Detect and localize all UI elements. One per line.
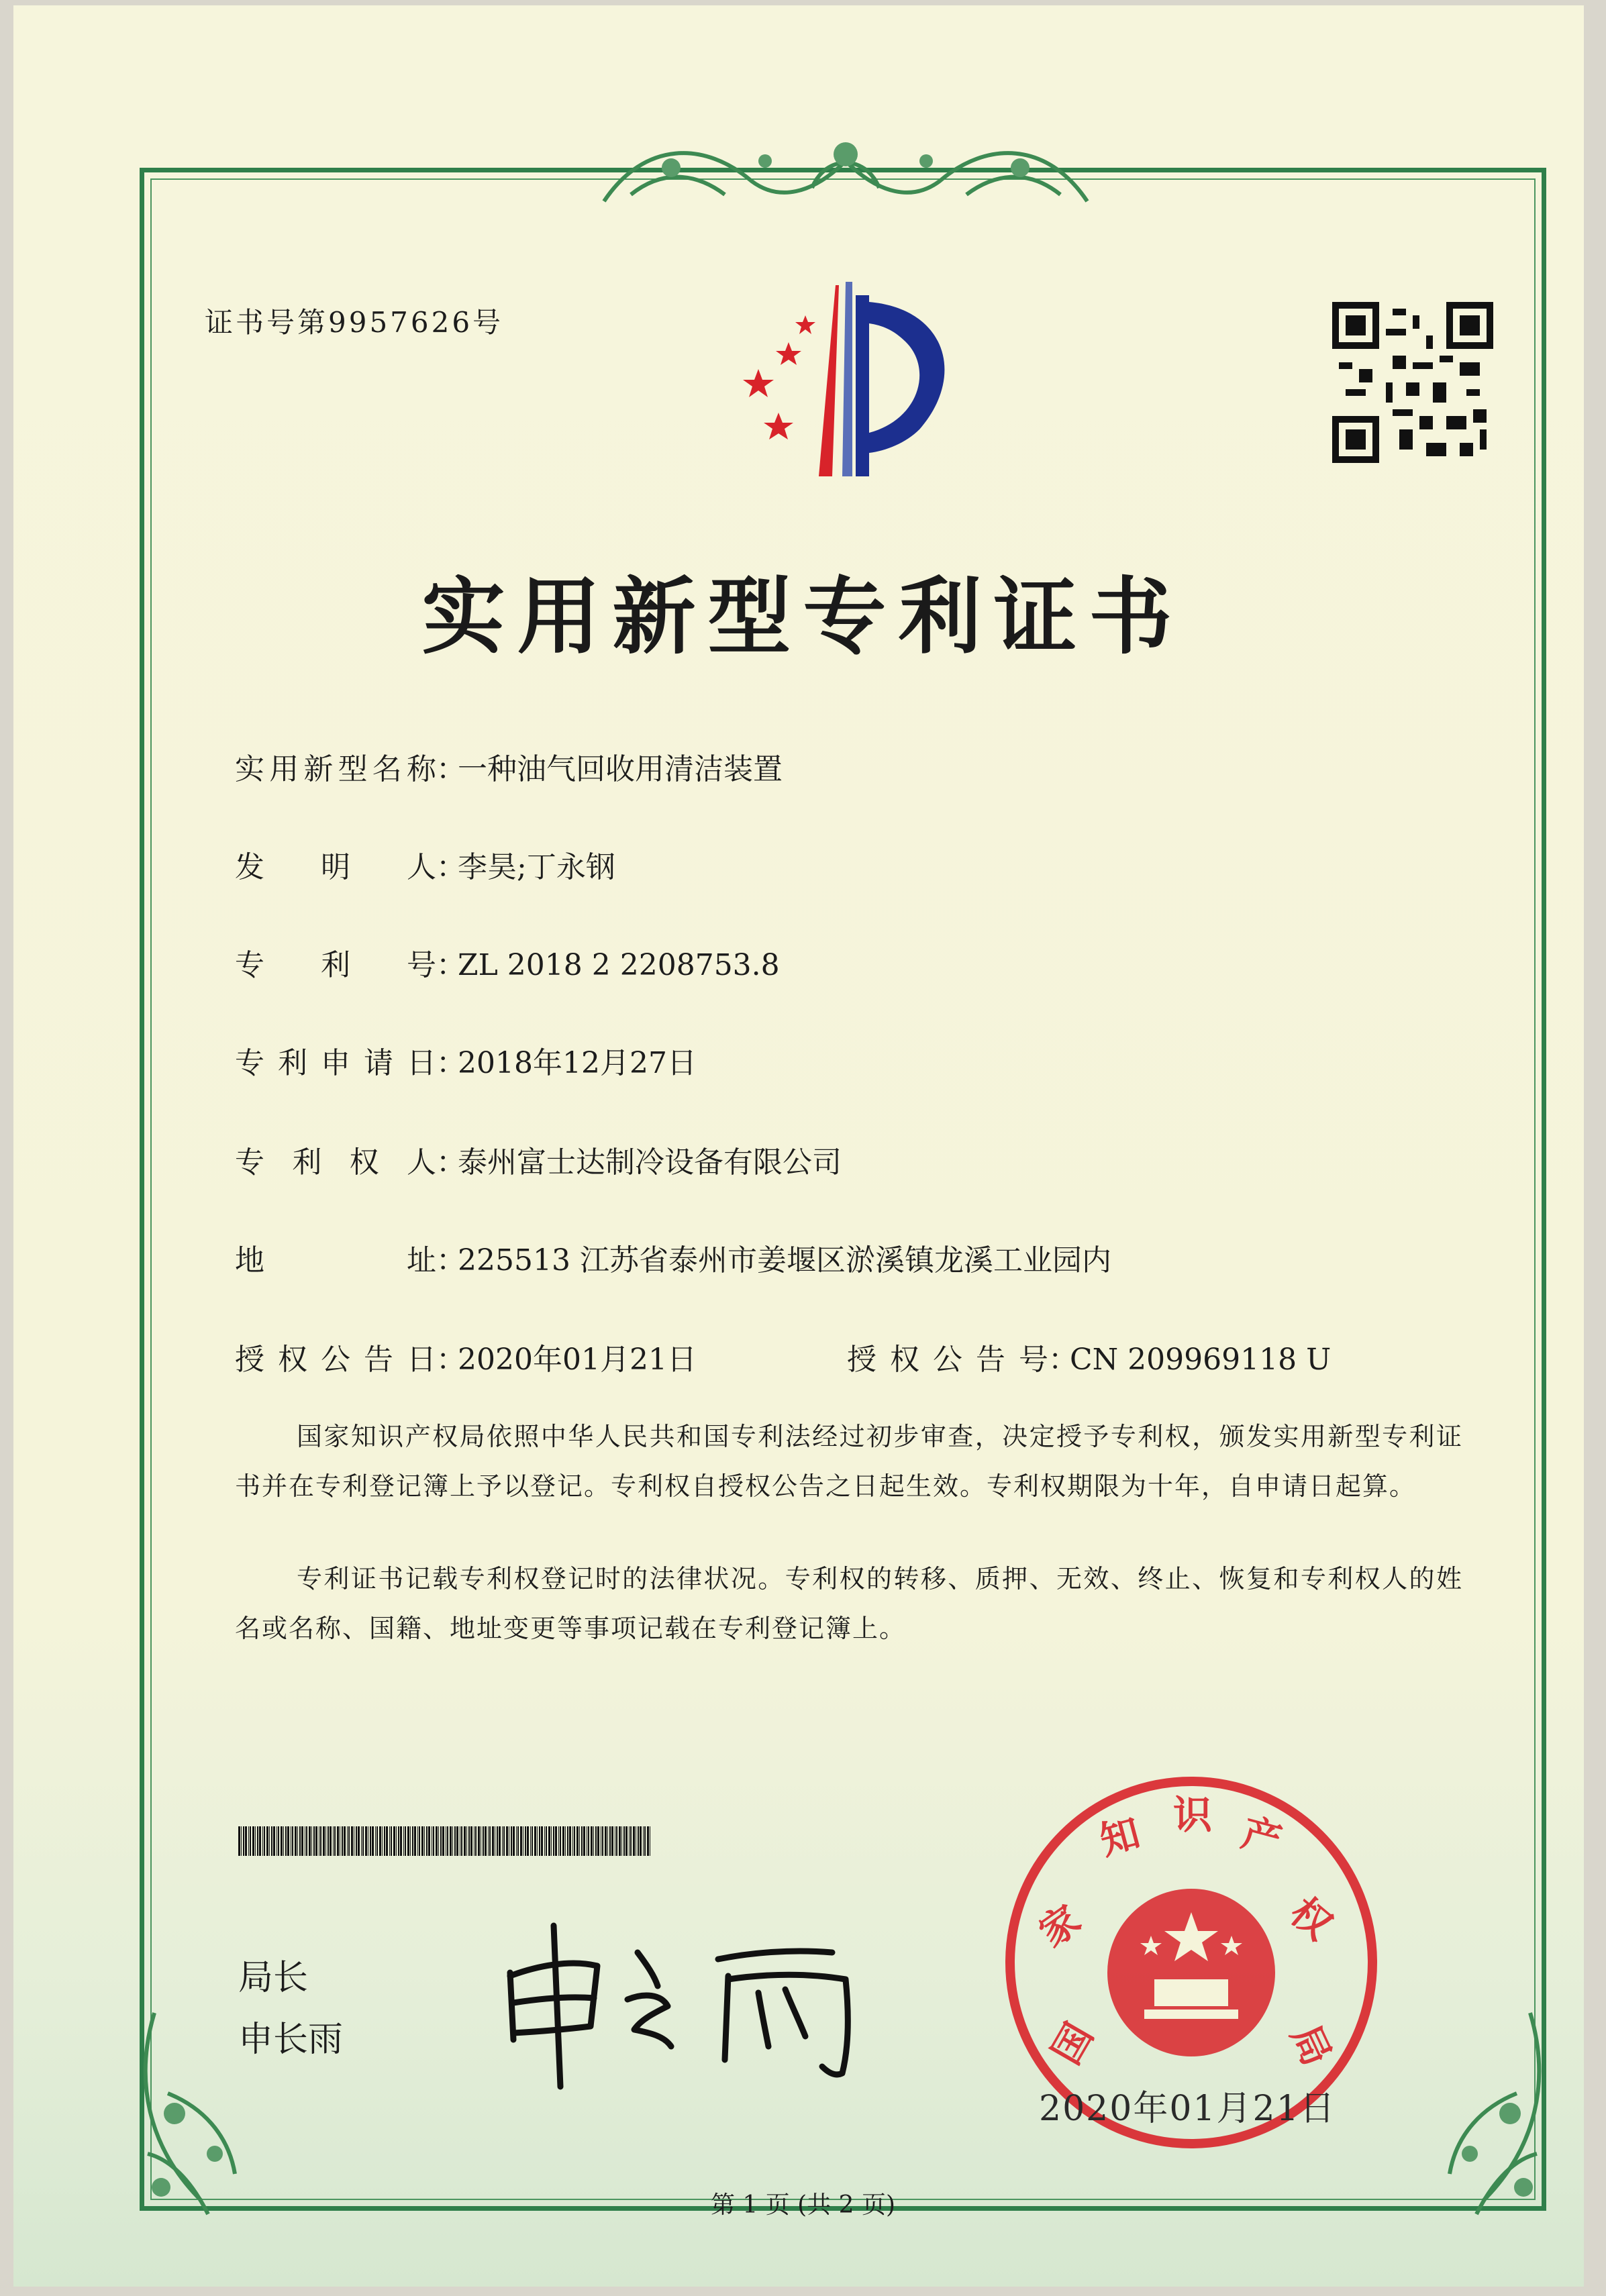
colon: ： (436, 1243, 466, 1277)
colon: ： (436, 948, 466, 982)
field-application-date-value: 2018年12月27日 (458, 1046, 697, 1080)
field-patent-number-label: 专利号 (235, 948, 436, 982)
colon: ： (436, 1343, 466, 1377)
svg-text:家: 家 (1030, 1896, 1089, 1956)
qr-code (1332, 302, 1493, 463)
field-patent-number (235, 941, 780, 984)
director-name: 申长雨 (238, 2020, 344, 2060)
paragraph-legal-status: 专利证书记载专利权登记时的法律状况。专利权的转移、质押、无效、终止、恢复和专利权人的姓名或名称、国籍、地址变更等事项记载在专利登记簿上。 (235, 1564, 1463, 1643)
field-name (235, 745, 783, 788)
field-address-value: 225513 江苏省泰州市姜堰区淤溪镇龙溪工业园内 (458, 1243, 1111, 1277)
barcode (238, 1826, 654, 1856)
field-grant-date (235, 1335, 697, 1378)
page-number: 第 1 页 (共 2 页) (710, 2191, 896, 2219)
colon: ： (436, 850, 466, 884)
field-grant-number (847, 1335, 1331, 1378)
field-grant-date-value: 2020年01月21日 (458, 1343, 697, 1377)
field-application-date (235, 1039, 697, 1082)
field-address (235, 1236, 1111, 1279)
top-ornament (591, 114, 1101, 221)
field-application-date-label: 专利申请日 (235, 1046, 436, 1080)
certificate-title: 实用新型专利证书 (421, 568, 1185, 666)
field-patentee-value: 泰州富士达制冷设备有限公司 (458, 1145, 842, 1180)
colon: ： (436, 752, 466, 786)
colon: ： (1048, 1343, 1078, 1377)
svg-text:局: 局 (1282, 2018, 1340, 2073)
field-grant-number-value: CN 209969118 U (1070, 1343, 1332, 1377)
svg-text:国: 国 (1043, 2015, 1103, 2072)
field-inventor-label: 发明人 (235, 850, 436, 884)
svg-text:识: 识 (1173, 1792, 1213, 1838)
field-inventor (235, 843, 615, 886)
svg-text:产: 产 (1237, 1810, 1287, 1864)
field-patent-number-value: ZL 2018 2 2208753.8 (458, 948, 780, 982)
seal-date: 2020年01月21日 (1039, 2089, 1336, 2129)
svg-text:知: 知 (1095, 1810, 1145, 1865)
field-grant-date-label: 授权公告日 (235, 1343, 436, 1377)
field-name-label: 实用新型名称 (235, 752, 436, 786)
field-address-label: 地址 (235, 1243, 436, 1277)
paragraph-grant-statement: 国家知识产权局依照中华人民共和国专利法经过初步审查，决定授予专利权，颁发实用新型专利证书并在专利登记簿上予以登记。专利权自授权公告之日起生效。专利权期限为十年，自申请日起算。 (235, 1422, 1463, 1501)
svg-text:权: 权 (1281, 1888, 1341, 1949)
patent-office-emblem (718, 275, 987, 483)
colon: ： (436, 1046, 466, 1080)
field-grant-number-label: 授权公告号 (847, 1343, 1048, 1377)
field-patentee-label: 专利权人 (235, 1145, 436, 1180)
director-title: 局长 (238, 1958, 309, 1998)
field-name-value: 一种油气回收用清洁装置 (458, 752, 783, 786)
colon: ： (436, 1145, 466, 1180)
certificate-number: 证书号第9957626号 (205, 306, 504, 339)
field-inventor-value: 李昊;丁永钢 (458, 850, 615, 884)
director-signature (497, 1912, 872, 2093)
field-patentee (235, 1138, 842, 1181)
